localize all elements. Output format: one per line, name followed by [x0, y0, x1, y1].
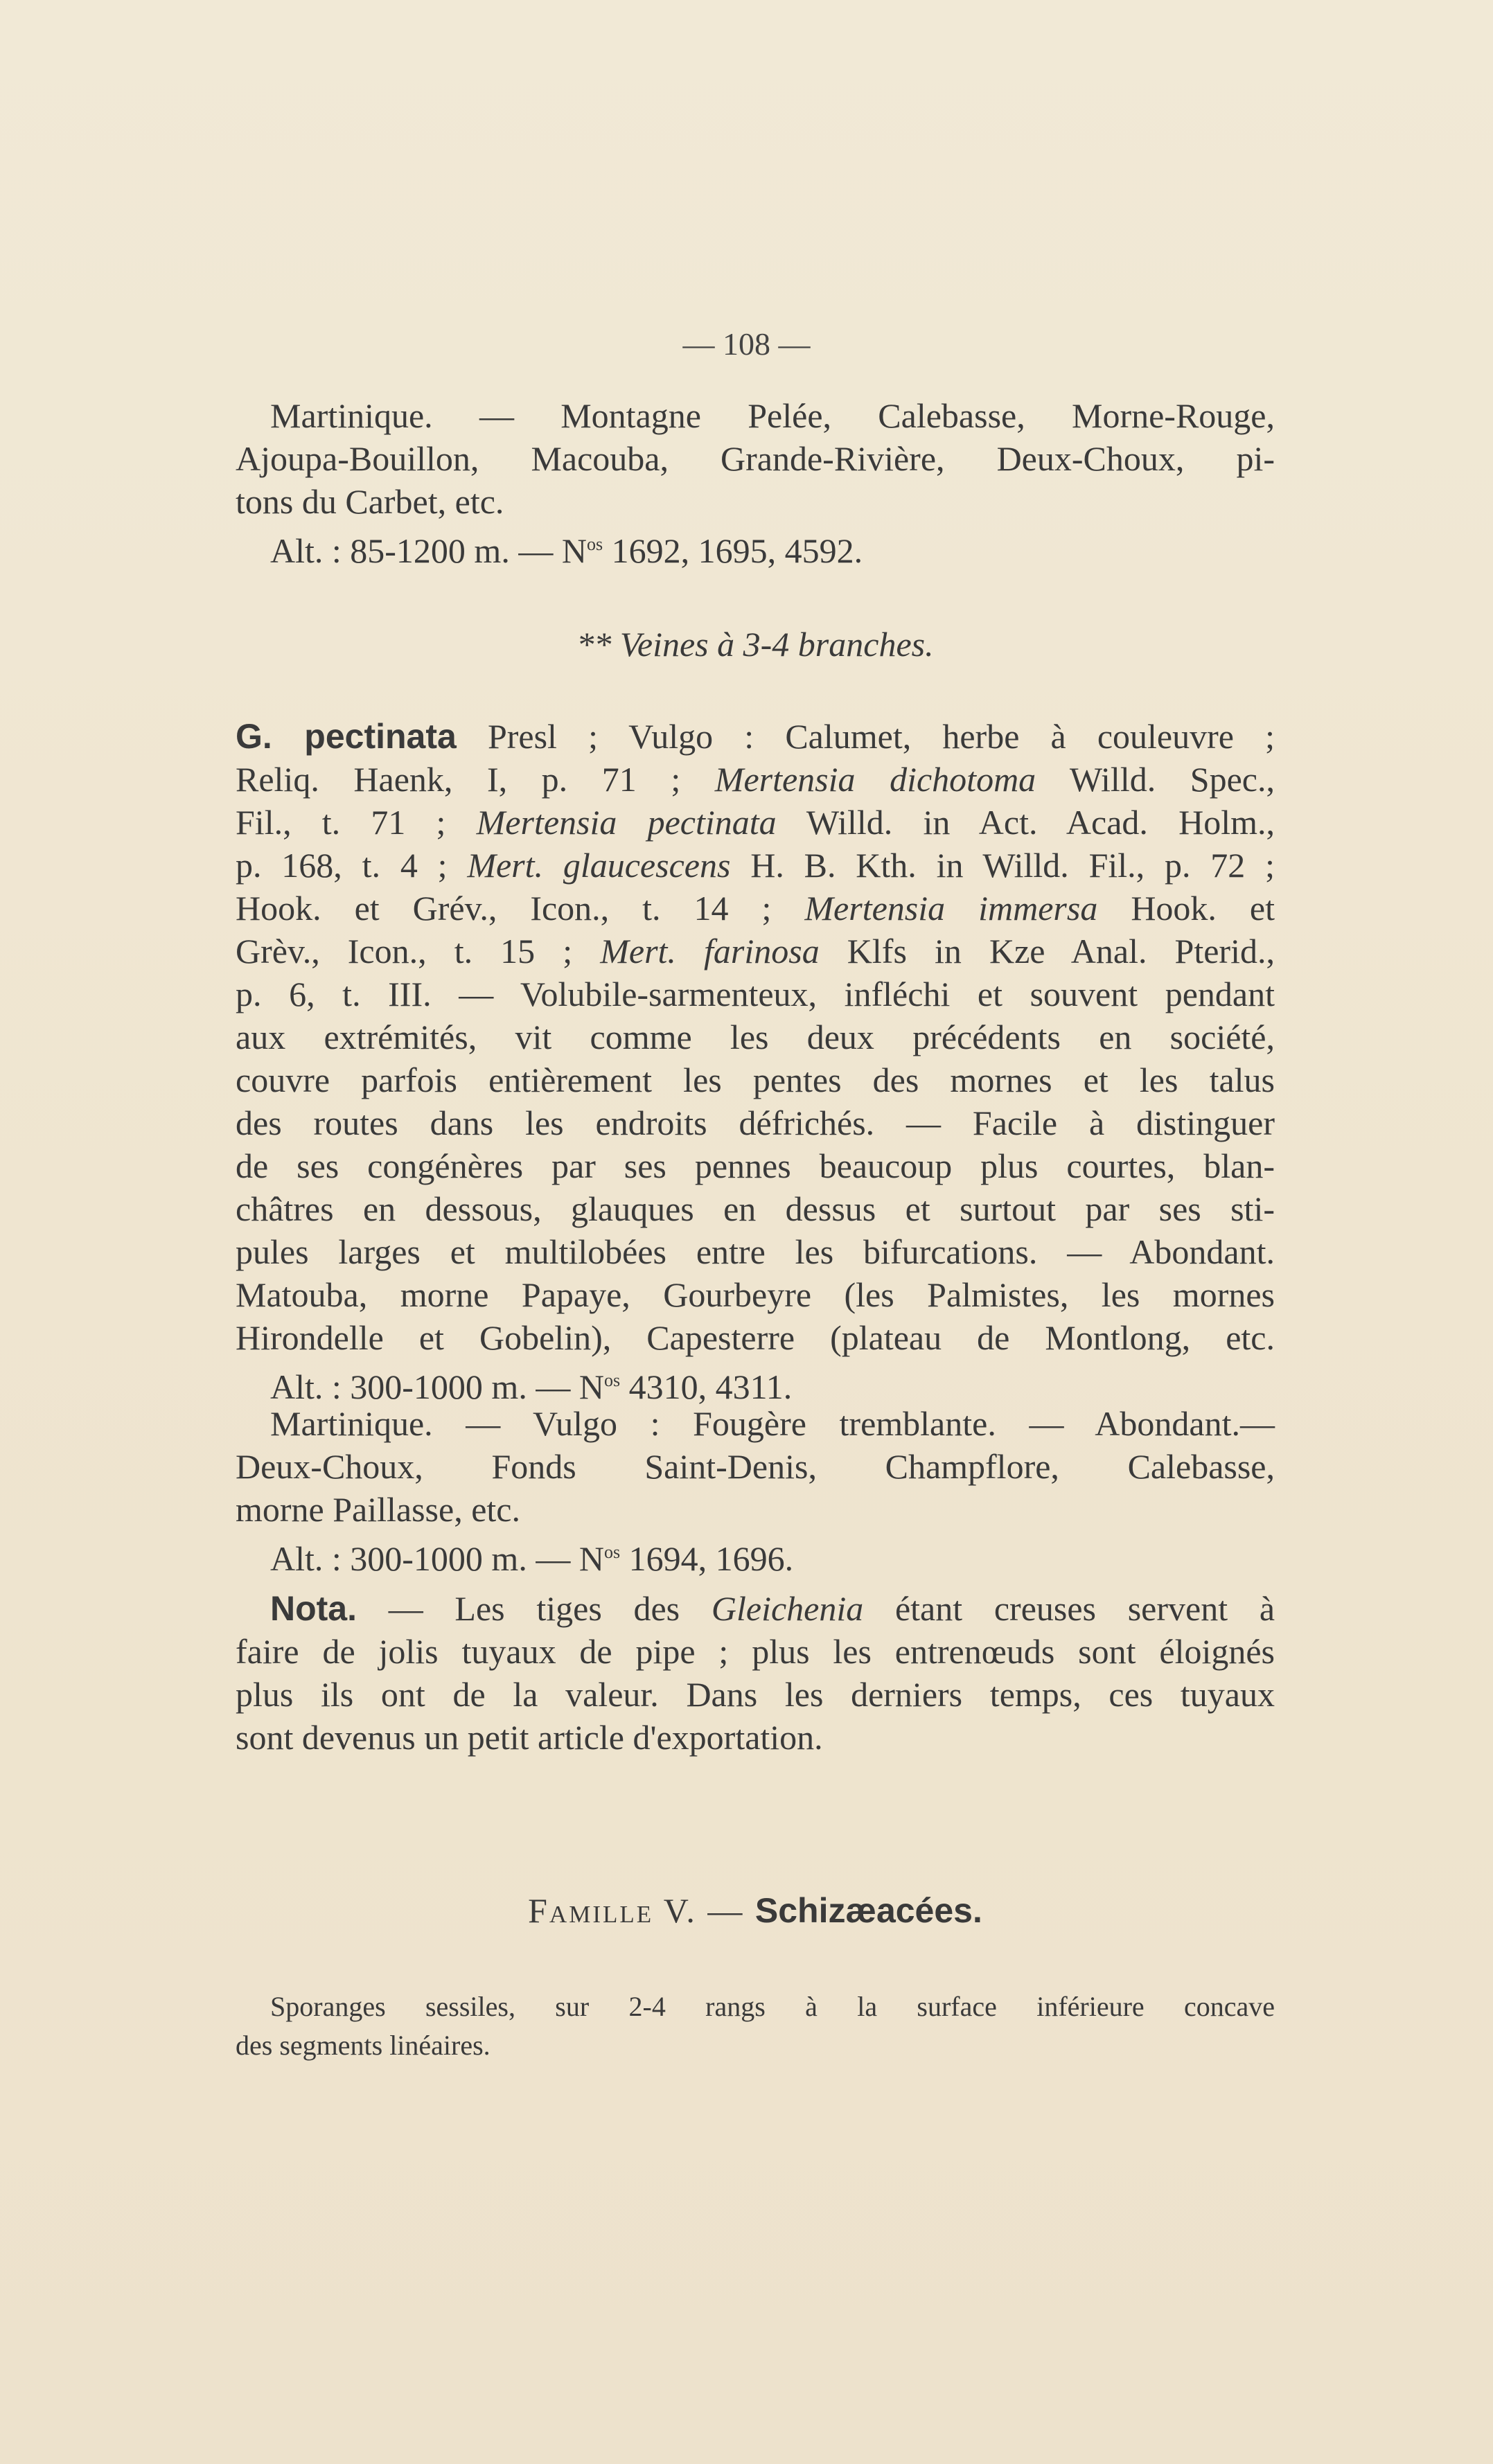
text-line: couvre parfois entièrement les pentes des mornes et les talus [236, 1061, 1275, 1099]
text-line: Sporanges sessiles, sur 2-4 rangs à la surface inférieure concave [270, 1991, 1275, 2022]
text-line: aux extrémités, vit comme les deux précédents en société, [236, 1018, 1275, 1056]
text-line: Alt. : 300-1000 m. — $N^{os}$ 1694, 1696. [270, 1539, 794, 1578]
text-line: Martinique. — Montagne Pelée, Calebasse, Morne-Rouge, [270, 396, 1275, 435]
text-line: Deux-Choux, Fonds Saint-Denis, Champflore, Calebasse, [236, 1447, 1275, 1486]
text-line: Alt. : 300-1000 m. — $N^{os}$ 4310, 4311. [270, 1367, 793, 1406]
subheading: ** Veines à 3-4 branches. [576, 625, 934, 664]
species-entry-line: G. pectinata Presl ; Vulgo : Calumet, herbe à couleuvre ; [236, 717, 1275, 756]
text-line: faire de jolis tuyaux de pipe ; plus les entrenœuds sont éloignés [236, 1632, 1275, 1671]
text-line: tons du Carbet, etc. [236, 482, 504, 521]
text-line: des segments linéaires. [236, 2030, 491, 2061]
text-line: sont devenus un petit article d'exportation. [236, 1718, 823, 1757]
text-line: des routes dans les endroits défrichés. — Facile à distinguer [236, 1104, 1275, 1142]
nota-label: Nota. [270, 1589, 357, 1628]
text-line: Matouba, morne Papaye, Gourbeyre (les Palmistes, les mornes [236, 1275, 1275, 1314]
text-line: Fil., t. 71 ; Mertensia pectinata Willd. in Act. Acad. Holm., [236, 803, 1275, 842]
text-line: pules larges et multilobées entre les bifurcations. — Abondant. [236, 1232, 1275, 1271]
text-line: Grèv., Icon., t. 15 ; Mert. farinosa Klfs in Kze Anal. Pterid., [236, 932, 1275, 970]
family-heading: Famille V. — Schizæacées. [528, 1891, 982, 1930]
text-line: Hook. et Grév., Icon., t. 14 ; Mertensia immersa Hook. et [236, 889, 1275, 928]
text-line: de ses congénères par ses pennes beaucoup plus courtes, blan- [236, 1146, 1275, 1185]
text-line: morne Paillasse, etc. [236, 1490, 520, 1529]
text-line: Martinique. — Vulgo : Fougère tremblante. — Abondant.— [270, 1404, 1275, 1443]
text-line: p. 168, t. 4 ; Mert. glaucescens H. B. Kth. in Willd. Fil., p. 72 ; [236, 846, 1275, 885]
text-line: châtres en dessous, glauques en dessus et surtout par ses sti- [236, 1189, 1275, 1228]
text-line: Ajoupa-Bouillon, Macouba, Grande-Rivière, Deux-Choux, pi- [236, 439, 1275, 478]
nota-line: Nota. — Les tiges des Gleichenia étant creuses servent à [270, 1589, 1275, 1628]
text-line: plus ils ont de la valeur. Dans les derniers temps, ces tuyaux [236, 1675, 1275, 1714]
text-line: p. 6, t. III. — Volubile-sarmenteux, infléchi et souvent pendant [236, 975, 1275, 1013]
species-name: G. pectinata [236, 717, 457, 756]
family-name: Schizæacées. [754, 1891, 982, 1930]
page-number: — 108 — [682, 326, 811, 362]
text-line: Hirondelle et Gobelin), Capesterre (plateau de Montlong, etc. [236, 1318, 1275, 1357]
text-line: Alt. : 85-1200 m. — $N^{os}$ 1692, 1695, 4592. [270, 531, 863, 570]
text-line: Reliq. Haenk, I, p. 71 ; Mertensia dichotoma Willd. Spec., [236, 760, 1275, 799]
